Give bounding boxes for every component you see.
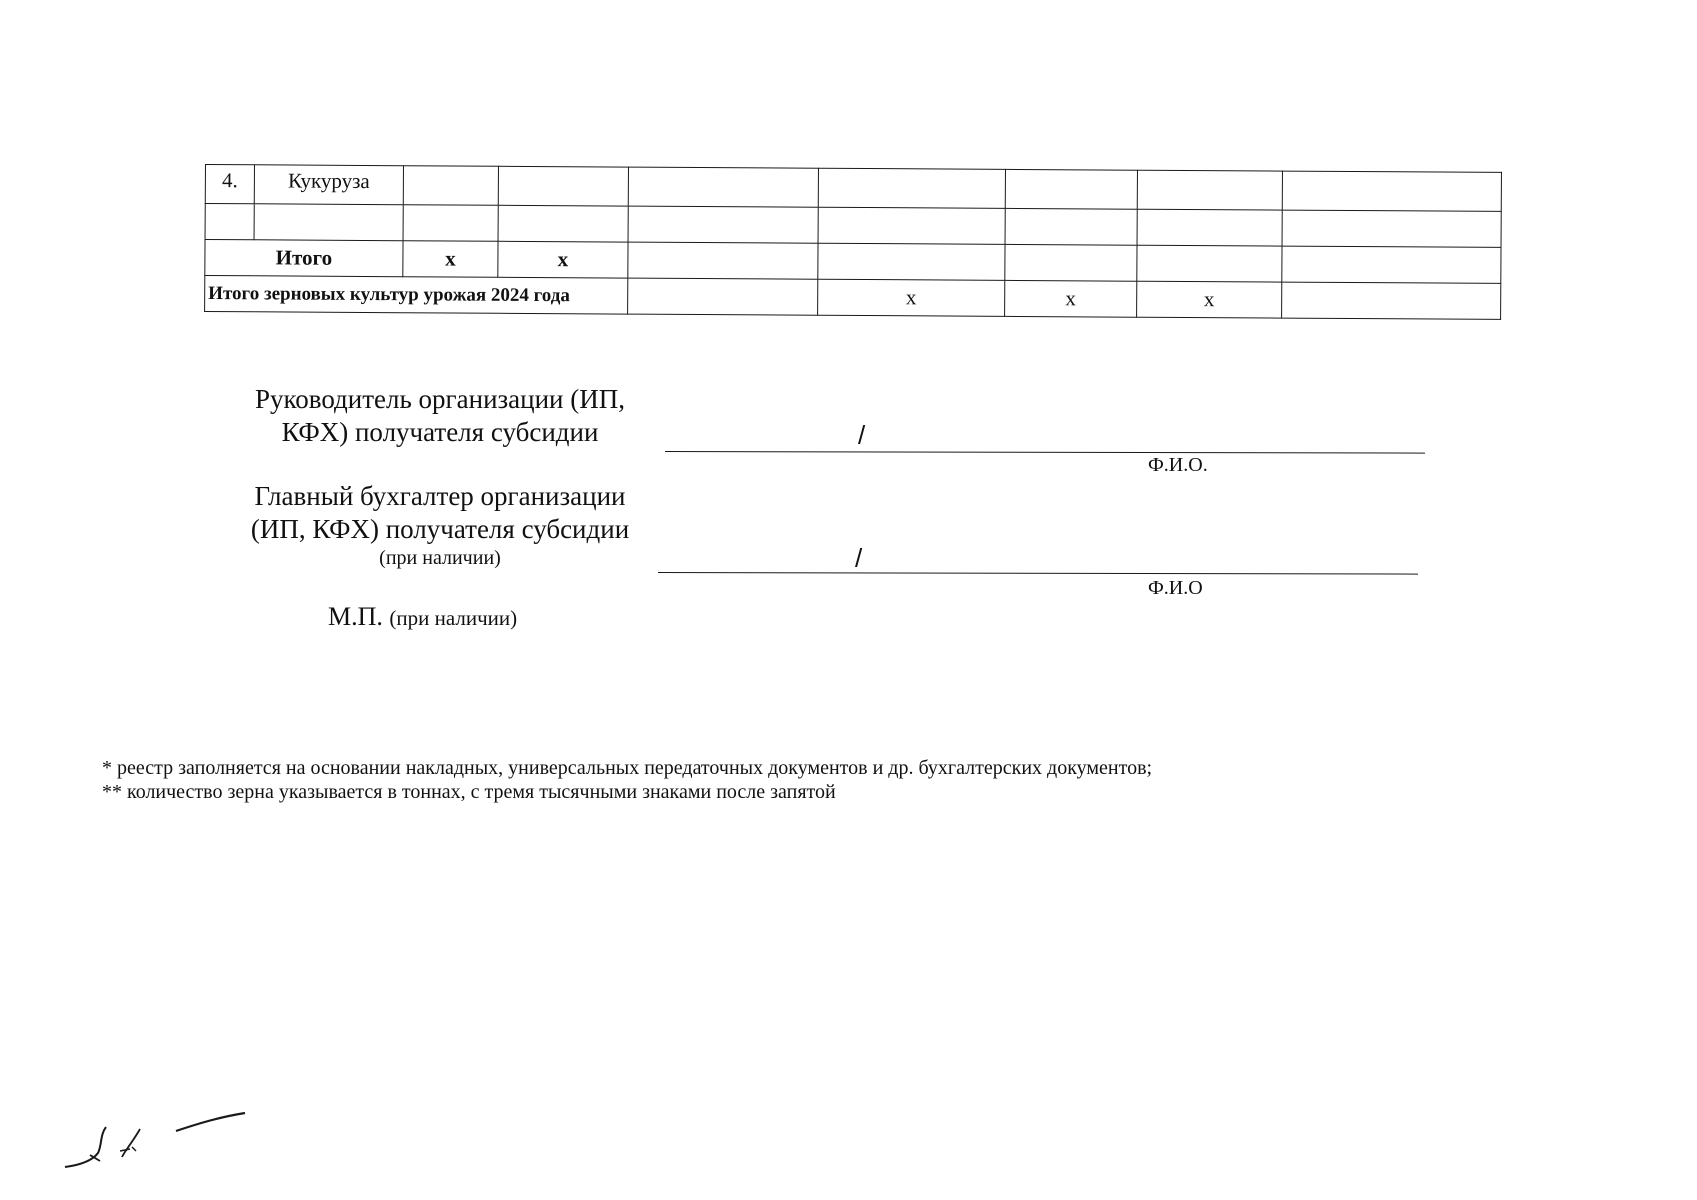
accountant-signature-slash: / bbox=[855, 543, 863, 573]
table-cell bbox=[254, 204, 403, 241]
handwritten-signature-icon bbox=[60, 1105, 260, 1175]
head-signature-title bbox=[230, 383, 650, 449]
table-cell bbox=[1137, 170, 1282, 210]
table-cell bbox=[818, 207, 1005, 244]
table-cell bbox=[628, 167, 818, 207]
table-row-grand-total bbox=[205, 276, 1501, 320]
table-cell bbox=[1282, 282, 1501, 319]
stamp-note: (при наличии) bbox=[389, 606, 518, 630]
crop-name: Кукуруза bbox=[254, 165, 403, 205]
accountant-fio-label: Ф.И.О bbox=[1148, 577, 1203, 599]
accountant-title-line1: Главный бухгалтер организации bbox=[254, 481, 626, 511]
table-cell bbox=[403, 166, 498, 206]
table-cell bbox=[1005, 169, 1137, 209]
accountant-signature-line[interactable] bbox=[658, 572, 1418, 575]
table-cell bbox=[1005, 208, 1137, 245]
head-title-line2: КФХ) получателя субсидии bbox=[281, 417, 599, 447]
table-cell bbox=[628, 242, 818, 279]
table-cell bbox=[403, 205, 498, 242]
footnote-1: * реестр заполняется на основании накладных, универсальных передаточных документов и др. бухгалтерских документов; bbox=[102, 757, 1153, 779]
head-signature-line[interactable] bbox=[665, 451, 1425, 454]
table-cell bbox=[1005, 244, 1137, 281]
row-number: 4. bbox=[205, 165, 254, 204]
grand-total-label: Итого зерновых культур урожая 2024 года bbox=[205, 276, 628, 315]
not-applicable-mark: x bbox=[818, 279, 1005, 316]
accountant-note: (при наличии) bbox=[379, 547, 501, 569]
table-cell bbox=[1137, 245, 1282, 282]
table-cell bbox=[818, 243, 1005, 280]
table-cell bbox=[1282, 210, 1501, 247]
stamp-label: М.П. bbox=[328, 602, 383, 631]
grain-registry-table bbox=[204, 164, 1502, 320]
footnote-2: ** количество зерна указывается в тоннах, с тремя тысячными знаками после запятой bbox=[102, 781, 836, 803]
head-fio-label: Ф.И.О. bbox=[1148, 454, 1208, 476]
head-title-line1: Руководитель организации (ИП, bbox=[255, 384, 625, 414]
table-cell bbox=[818, 168, 1005, 208]
table-cell bbox=[498, 205, 628, 242]
itogo-label: Итого bbox=[205, 240, 403, 277]
stamp-placeholder bbox=[328, 602, 517, 632]
not-applicable-mark: x bbox=[498, 241, 628, 278]
table-cell bbox=[1137, 209, 1282, 246]
not-applicable-mark: x bbox=[403, 241, 498, 278]
not-applicable-mark: x bbox=[1005, 280, 1137, 317]
not-applicable-mark: x bbox=[1137, 281, 1282, 318]
accountant-signature-title bbox=[225, 480, 655, 570]
table-cell bbox=[628, 206, 818, 243]
table-cell bbox=[1282, 171, 1501, 211]
table-cell bbox=[205, 204, 254, 240]
head-signature-slash: / bbox=[858, 420, 866, 450]
table-cell bbox=[628, 278, 818, 315]
accountant-title-line2: (ИП, КФХ) получателя субсидии bbox=[250, 514, 630, 544]
table-cell bbox=[1282, 246, 1501, 283]
table-cell bbox=[498, 166, 628, 206]
